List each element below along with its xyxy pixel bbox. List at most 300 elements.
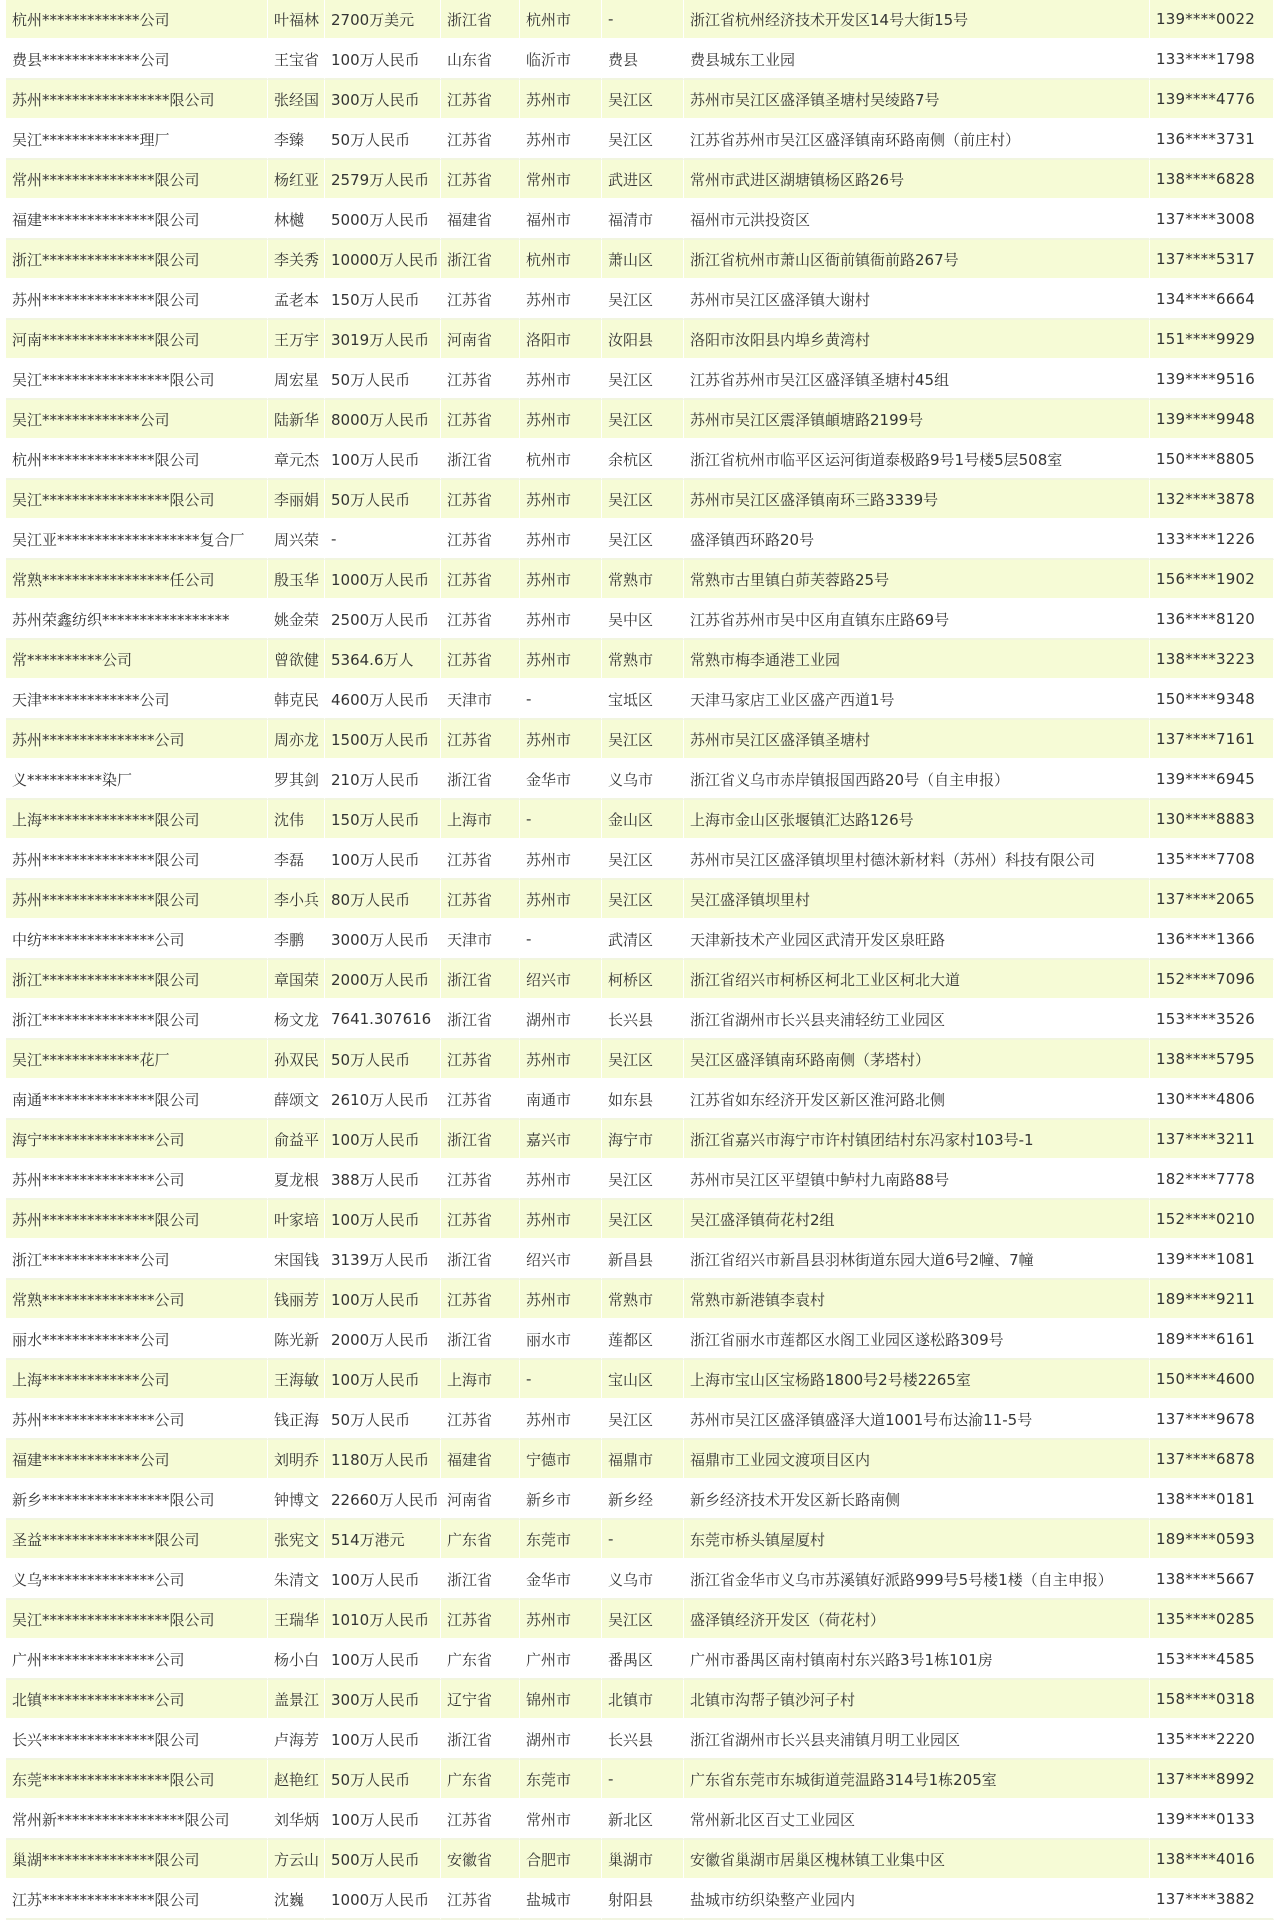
table-row xyxy=(6,480,1274,520)
district-cell: 巢湖市 xyxy=(602,1840,684,1880)
table-row xyxy=(6,760,1274,800)
province-cell: 浙江省 xyxy=(441,1000,520,1040)
city-cell: 洛阳市 xyxy=(520,320,602,360)
province-cell: 广东省 xyxy=(441,1640,520,1680)
province-cell: 浙江省 xyxy=(441,1720,520,1760)
registered-capital-cell: 514万港元 xyxy=(325,1520,441,1560)
registered-capital-cell: 100万人民币 xyxy=(325,1720,441,1760)
legal-rep-cell: 张宪文 xyxy=(268,1520,325,1560)
district-cell: 常熟市 xyxy=(602,1280,684,1320)
district-cell: 福清市 xyxy=(602,200,684,240)
address-cell: 天津马家店工业区盛产西道1号 xyxy=(684,680,1150,720)
address-cell: 浙江省杭州经济技术开发区14号大街15号 xyxy=(684,0,1150,40)
city-cell: 湖州市 xyxy=(520,1720,602,1760)
table-row xyxy=(6,1480,1274,1520)
address-cell: 吴江区盛泽镇南环路南侧（茅塔村） xyxy=(684,1040,1150,1080)
address-cell: 福州市元洪投资区 xyxy=(684,200,1150,240)
city-cell: 苏州市 xyxy=(520,120,602,160)
city-cell: 绍兴市 xyxy=(520,960,602,1000)
legal-rep-cell: 钟博文 xyxy=(268,1480,325,1520)
table-row xyxy=(6,280,1274,320)
table-row xyxy=(6,1000,1274,1040)
city-cell: 杭州市 xyxy=(520,440,602,480)
table-row xyxy=(6,560,1274,600)
phone-cell: 138****3223 xyxy=(1150,640,1274,680)
registered-capital-cell: 50万人民币 xyxy=(325,1760,441,1800)
district-cell: 武进区 xyxy=(602,160,684,200)
district-cell: 吴江区 xyxy=(602,120,684,160)
city-cell: 南通市 xyxy=(520,1080,602,1120)
province-cell: 福建省 xyxy=(441,1440,520,1480)
company-name-cell: 圣益***************限公司 xyxy=(6,1520,268,1560)
district-cell: 新乡经 xyxy=(602,1480,684,1520)
phone-cell: 189****9211 xyxy=(1150,1280,1274,1320)
city-cell: 苏州市 xyxy=(520,80,602,120)
district-cell: 海宁市 xyxy=(602,1120,684,1160)
table-row xyxy=(6,1560,1274,1600)
company-name-cell: 吴江*************公司 xyxy=(6,400,268,440)
address-cell: 东莞市桥头镇屋厦村 xyxy=(684,1520,1150,1560)
address-cell: 浙江省丽水市莲都区水阁工业园区遂松路309号 xyxy=(684,1320,1150,1360)
company-name-cell: 天津*************公司 xyxy=(6,680,268,720)
company-name-cell: 丽水*************公司 xyxy=(6,1320,268,1360)
district-cell: 吴江区 xyxy=(602,880,684,920)
address-cell: 苏州市吴江区盛泽镇盛泽大道1001号布达渝11-5号 xyxy=(684,1400,1150,1440)
province-cell: 天津市 xyxy=(441,680,520,720)
phone-cell: 158****0318 xyxy=(1150,1680,1274,1720)
table-row xyxy=(6,40,1274,80)
province-cell: 江苏省 xyxy=(441,840,520,880)
city-cell: 绍兴市 xyxy=(520,1240,602,1280)
province-cell: 浙江省 xyxy=(441,240,520,280)
company-name-cell: 上海*************公司 xyxy=(6,1360,268,1400)
phone-cell: 150****9348 xyxy=(1150,680,1274,720)
address-cell: 盛泽镇西环路20号 xyxy=(684,520,1150,560)
company-name-cell: 浙江*************公司 xyxy=(6,1240,268,1280)
city-cell: 苏州市 xyxy=(520,1040,602,1080)
city-cell: 东莞市 xyxy=(520,1520,602,1560)
district-cell: 吴江区 xyxy=(602,280,684,320)
district-cell: 武清区 xyxy=(602,920,684,960)
province-cell: 河南省 xyxy=(441,320,520,360)
province-cell: 江苏省 xyxy=(441,640,520,680)
legal-rep-cell: 卢海芳 xyxy=(268,1720,325,1760)
address-cell: 常熟市新港镇李袁村 xyxy=(684,1280,1150,1320)
legal-rep-cell: 李臻 xyxy=(268,120,325,160)
company-name-cell: 常熟*****************任公司 xyxy=(6,560,268,600)
registered-capital-cell: 50万人民币 xyxy=(325,480,441,520)
table-row xyxy=(6,1280,1274,1320)
legal-rep-cell: 曾欲健 xyxy=(268,640,325,680)
district-cell: 吴江区 xyxy=(602,520,684,560)
table-row xyxy=(6,520,1274,560)
address-cell: 常熟市梅李通港工业园 xyxy=(684,640,1150,680)
table-row xyxy=(6,1400,1274,1440)
city-cell: 苏州市 xyxy=(520,560,602,600)
city-cell: - xyxy=(520,1360,602,1400)
registered-capital-cell: 100万人民币 xyxy=(325,1640,441,1680)
company-name-cell: 常州***************限公司 xyxy=(6,160,268,200)
district-cell: 常熟市 xyxy=(602,560,684,600)
address-cell: 广州市番禺区南村镇南村东兴路3号1栋101房 xyxy=(684,1640,1150,1680)
province-cell: 江苏省 xyxy=(441,1800,520,1840)
district-cell: 宝山区 xyxy=(602,1360,684,1400)
registered-capital-cell: 2000万人民币 xyxy=(325,960,441,1000)
phone-cell: 139****0022 xyxy=(1150,0,1274,40)
table-row xyxy=(6,1320,1274,1360)
address-cell: 苏州市吴江区盛泽镇圣塘村 xyxy=(684,720,1150,760)
phone-cell: 156****1902 xyxy=(1150,560,1274,600)
company-name-cell: 杭州***************限公司 xyxy=(6,440,268,480)
district-cell: 北镇市 xyxy=(602,1680,684,1720)
legal-rep-cell: 刘华炳 xyxy=(268,1800,325,1840)
address-cell: 浙江省绍兴市柯桥区柯北工业区柯北大道 xyxy=(684,960,1150,1000)
city-cell: 苏州市 xyxy=(520,1400,602,1440)
phone-cell: 139****1081 xyxy=(1150,1240,1274,1280)
province-cell: 浙江省 xyxy=(441,1120,520,1160)
district-cell: 吴江区 xyxy=(602,80,684,120)
company-name-cell: 苏州***************公司 xyxy=(6,720,268,760)
city-cell: 杭州市 xyxy=(520,240,602,280)
phone-cell: 135****2220 xyxy=(1150,1720,1274,1760)
phone-cell: 137****8992 xyxy=(1150,1760,1274,1800)
company-name-cell: 苏州***************公司 xyxy=(6,1400,268,1440)
company-name-cell: 费县*************公司 xyxy=(6,40,268,80)
province-cell: 广东省 xyxy=(441,1520,520,1560)
table-row xyxy=(6,680,1274,720)
district-cell: 莲都区 xyxy=(602,1320,684,1360)
table-row xyxy=(6,120,1274,160)
legal-rep-cell: 叶福林 xyxy=(268,0,325,40)
registered-capital-cell: 100万人民币 xyxy=(325,440,441,480)
address-cell: 盐城市纺织染整产业园内 xyxy=(684,1880,1150,1920)
province-cell: 辽宁省 xyxy=(441,1680,520,1720)
province-cell: 江苏省 xyxy=(441,280,520,320)
address-cell: 浙江省绍兴市新昌县羽林街道东园大道6号2幢、7幢 xyxy=(684,1240,1150,1280)
district-cell: 吴江区 xyxy=(602,840,684,880)
district-cell: 长兴县 xyxy=(602,1720,684,1760)
address-cell: 江苏省苏州市吴江区盛泽镇南环路南侧（前庄村） xyxy=(684,120,1150,160)
table-row xyxy=(6,960,1274,1000)
registered-capital-cell: 150万人民币 xyxy=(325,280,441,320)
company-name-cell: 福建*************公司 xyxy=(6,1440,268,1480)
district-cell: 吴江区 xyxy=(602,720,684,760)
registered-capital-cell: 8000万人民币 xyxy=(325,400,441,440)
city-cell: 苏州市 xyxy=(520,640,602,680)
province-cell: 山东省 xyxy=(441,40,520,80)
address-cell: 浙江省杭州市临平区运河街道泰极路9号1号楼5层508室 xyxy=(684,440,1150,480)
company-name-cell: 吴江*************理厂 xyxy=(6,120,268,160)
legal-rep-cell: 李磊 xyxy=(268,840,325,880)
phone-cell: 135****7708 xyxy=(1150,840,1274,880)
phone-cell: 139****4776 xyxy=(1150,80,1274,120)
phone-cell: 138****4016 xyxy=(1150,1840,1274,1880)
city-cell: 东莞市 xyxy=(520,1760,602,1800)
address-cell: 浙江省义乌市赤岸镇报国西路20号（自主申报） xyxy=(684,760,1150,800)
district-cell: 射阳县 xyxy=(602,1880,684,1920)
phone-cell: 153****4585 xyxy=(1150,1640,1274,1680)
table-row xyxy=(6,1600,1274,1640)
company-name-cell: 常州新*****************限公司 xyxy=(6,1800,268,1840)
legal-rep-cell: 沈巍 xyxy=(268,1880,325,1920)
phone-cell: 138****0181 xyxy=(1150,1480,1274,1520)
legal-rep-cell: 孙双民 xyxy=(268,1040,325,1080)
province-cell: 江苏省 xyxy=(441,1040,520,1080)
legal-rep-cell: 李小兵 xyxy=(268,880,325,920)
legal-rep-cell: 周亦龙 xyxy=(268,720,325,760)
company-name-cell: 杭州*************公司 xyxy=(6,0,268,40)
district-cell: - xyxy=(602,0,684,40)
city-cell: 苏州市 xyxy=(520,1600,602,1640)
legal-rep-cell: 李鹏 xyxy=(268,920,325,960)
legal-rep-cell: 孟老本 xyxy=(268,280,325,320)
phone-cell: 130****8883 xyxy=(1150,800,1274,840)
company-name-cell: 苏州***************公司 xyxy=(6,1160,268,1200)
phone-cell: 137****6878 xyxy=(1150,1440,1274,1480)
address-cell: 常熟市古里镇白茆芙蓉路25号 xyxy=(684,560,1150,600)
city-cell: 苏州市 xyxy=(520,720,602,760)
phone-cell: 136****1366 xyxy=(1150,920,1274,960)
table-row xyxy=(6,1160,1274,1200)
address-cell: 广东省东莞市东城街道莞温路314号1栋205室 xyxy=(684,1760,1150,1800)
district-cell: 新北区 xyxy=(602,1800,684,1840)
phone-cell: 182****7778 xyxy=(1150,1160,1274,1200)
city-cell: 丽水市 xyxy=(520,1320,602,1360)
province-cell: 河南省 xyxy=(441,1480,520,1520)
district-cell: 番禺区 xyxy=(602,1640,684,1680)
city-cell: 湖州市 xyxy=(520,1000,602,1040)
company-name-cell: 浙江***************限公司 xyxy=(6,1000,268,1040)
company-name-cell: 上海***************限公司 xyxy=(6,800,268,840)
legal-rep-cell: 林樾 xyxy=(268,200,325,240)
company-name-cell: 长兴***************限公司 xyxy=(6,1720,268,1760)
phone-cell: 136****8120 xyxy=(1150,600,1274,640)
province-cell: 浙江省 xyxy=(441,1560,520,1600)
table-row xyxy=(6,1800,1274,1840)
province-cell: 江苏省 xyxy=(441,120,520,160)
registered-capital-cell: 1500万人民币 xyxy=(325,720,441,760)
table-row xyxy=(6,1440,1274,1480)
city-cell: 广州市 xyxy=(520,1640,602,1680)
registered-capital-cell: 100万人民币 xyxy=(325,1280,441,1320)
legal-rep-cell: 殷玉华 xyxy=(268,560,325,600)
company-name-cell: 浙江***************限公司 xyxy=(6,960,268,1000)
province-cell: 浙江省 xyxy=(441,960,520,1000)
table-row xyxy=(6,1200,1274,1240)
address-cell: 上海市宝山区宝杨路1800号2号楼2265室 xyxy=(684,1360,1150,1400)
company-name-cell: 义**********染厂 xyxy=(6,760,268,800)
province-cell: 浙江省 xyxy=(441,1320,520,1360)
phone-cell: 139****0133 xyxy=(1150,1800,1274,1840)
city-cell: 苏州市 xyxy=(520,880,602,920)
district-cell: 吴江区 xyxy=(602,1200,684,1240)
phone-cell: 138****5795 xyxy=(1150,1040,1274,1080)
province-cell: 江苏省 xyxy=(441,1200,520,1240)
registered-capital-cell: 300万人民币 xyxy=(325,1680,441,1720)
registered-capital-cell: 2700万美元 xyxy=(325,0,441,40)
address-cell: 苏州市吴江区盛泽镇圣塘村吴绫路7号 xyxy=(684,80,1150,120)
table-row xyxy=(6,1760,1274,1800)
legal-rep-cell: 王海敏 xyxy=(268,1360,325,1400)
table-row xyxy=(6,1520,1274,1560)
address-cell: 苏州市吴江区盛泽镇南环三路3339号 xyxy=(684,480,1150,520)
registered-capital-cell: 5364.6万人 xyxy=(325,640,441,680)
registered-capital-cell: - xyxy=(325,520,441,560)
address-cell: 福鼎市工业园文渡项目区内 xyxy=(684,1440,1150,1480)
legal-rep-cell: 叶家培 xyxy=(268,1200,325,1240)
city-cell: 金华市 xyxy=(520,760,602,800)
table-row xyxy=(6,1840,1274,1880)
table-row xyxy=(6,1720,1274,1760)
city-cell: 苏州市 xyxy=(520,280,602,320)
phone-cell: 135****0285 xyxy=(1150,1600,1274,1640)
phone-cell: 137****3211 xyxy=(1150,1120,1274,1160)
address-cell: 吴江盛泽镇荷花村2组 xyxy=(684,1200,1150,1240)
registered-capital-cell: 100万人民币 xyxy=(325,1560,441,1600)
phone-cell: 138****6828 xyxy=(1150,160,1274,200)
district-cell: 福鼎市 xyxy=(602,1440,684,1480)
address-cell: 浙江省杭州市萧山区衙前镇衙前路267号 xyxy=(684,240,1150,280)
phone-cell: 137****5317 xyxy=(1150,240,1274,280)
district-cell: 吴江区 xyxy=(602,1400,684,1440)
registered-capital-cell: 22660万人民币 xyxy=(325,1480,441,1520)
city-cell: 嘉兴市 xyxy=(520,1120,602,1160)
table-row xyxy=(6,320,1274,360)
company-name-cell: 吴江亚*******************复合厂 xyxy=(6,520,268,560)
table-row xyxy=(6,360,1274,400)
registered-capital-cell: 5000万人民币 xyxy=(325,200,441,240)
address-cell: 天津新技术产业园区武清开发区泉旺路 xyxy=(684,920,1150,960)
city-cell: 苏州市 xyxy=(520,400,602,440)
address-cell: 上海市金山区张堰镇汇达路126号 xyxy=(684,800,1150,840)
phone-cell: 137****3882 xyxy=(1150,1880,1274,1920)
legal-rep-cell: 方云山 xyxy=(268,1840,325,1880)
city-cell: 苏州市 xyxy=(520,480,602,520)
company-name-cell: 苏州***************限公司 xyxy=(6,280,268,320)
address-cell: 吴江盛泽镇坝里村 xyxy=(684,880,1150,920)
company-name-cell: 苏州*****************限公司 xyxy=(6,80,268,120)
province-cell: 浙江省 xyxy=(441,760,520,800)
company-name-cell: 福建***************限公司 xyxy=(6,200,268,240)
registered-capital-cell: 50万人民币 xyxy=(325,360,441,400)
table-row xyxy=(6,1360,1274,1400)
company-table-container xyxy=(6,0,1274,1920)
province-cell: 广东省 xyxy=(441,1760,520,1800)
phone-cell: 189****6161 xyxy=(1150,1320,1274,1360)
phone-cell: 136****3731 xyxy=(1150,120,1274,160)
table-row xyxy=(6,1120,1274,1160)
address-cell: 常州新北区百丈工业园区 xyxy=(684,1800,1150,1840)
registered-capital-cell: 300万人民币 xyxy=(325,80,441,120)
province-cell: 江苏省 xyxy=(441,80,520,120)
registered-capital-cell: 100万人民币 xyxy=(325,40,441,80)
registered-capital-cell: 2610万人民币 xyxy=(325,1080,441,1120)
district-cell: 常熟市 xyxy=(602,640,684,680)
district-cell: 汝阳县 xyxy=(602,320,684,360)
table-row xyxy=(6,640,1274,680)
legal-rep-cell: 宋国钱 xyxy=(268,1240,325,1280)
address-cell: 浙江省嘉兴市海宁市许村镇团结村东冯家村103号-1 xyxy=(684,1120,1150,1160)
table-row xyxy=(6,400,1274,440)
table-row xyxy=(6,200,1274,240)
province-cell: 安徽省 xyxy=(441,1840,520,1880)
registered-capital-cell: 1180万人民币 xyxy=(325,1440,441,1480)
address-cell: 浙江省湖州市长兴县夹浦轻纺工业园区 xyxy=(684,1000,1150,1040)
district-cell: 义乌市 xyxy=(602,760,684,800)
legal-rep-cell: 章元杰 xyxy=(268,440,325,480)
province-cell: 浙江省 xyxy=(441,0,520,40)
registered-capital-cell: 388万人民币 xyxy=(325,1160,441,1200)
table-row xyxy=(6,800,1274,840)
address-cell: 江苏省苏州市吴江区盛泽镇圣塘村45组 xyxy=(684,360,1150,400)
province-cell: 上海市 xyxy=(441,800,520,840)
registered-capital-cell: 3000万人民币 xyxy=(325,920,441,960)
legal-rep-cell: 杨小白 xyxy=(268,1640,325,1680)
legal-rep-cell: 章国荣 xyxy=(268,960,325,1000)
table-row xyxy=(6,720,1274,760)
registered-capital-cell: 2500万人民币 xyxy=(325,600,441,640)
registered-capital-cell: 2000万人民币 xyxy=(325,1320,441,1360)
province-cell: 江苏省 xyxy=(441,520,520,560)
phone-cell: 139****6945 xyxy=(1150,760,1274,800)
city-cell: 合肥市 xyxy=(520,1840,602,1880)
phone-cell: 152****0210 xyxy=(1150,1200,1274,1240)
address-cell: 安徽省巢湖市居巢区槐林镇工业集中区 xyxy=(684,1840,1150,1880)
address-cell: 苏州市吴江区盛泽镇坝里村德沐新材料（苏州）科技有限公司 xyxy=(684,840,1150,880)
legal-rep-cell: 钱正海 xyxy=(268,1400,325,1440)
company-table-body xyxy=(6,0,1274,1920)
table-row xyxy=(6,240,1274,280)
registered-capital-cell: 500万人民币 xyxy=(325,1840,441,1880)
company-name-cell: 东莞*****************限公司 xyxy=(6,1760,268,1800)
company-name-cell: 巢湖***************限公司 xyxy=(6,1840,268,1880)
city-cell: 临沂市 xyxy=(520,40,602,80)
company-name-cell: 苏州***************限公司 xyxy=(6,880,268,920)
phone-cell: 150****8805 xyxy=(1150,440,1274,480)
company-name-cell: 中纺***************公司 xyxy=(6,920,268,960)
registered-capital-cell: 50万人民币 xyxy=(325,1040,441,1080)
registered-capital-cell: 3139万人民币 xyxy=(325,1240,441,1280)
address-cell: 常州市武进区湖塘镇杨区路26号 xyxy=(684,160,1150,200)
registered-capital-cell: 210万人民币 xyxy=(325,760,441,800)
company-name-cell: 河南***************限公司 xyxy=(6,320,268,360)
phone-cell: 150****4600 xyxy=(1150,1360,1274,1400)
legal-rep-cell: 陈光新 xyxy=(268,1320,325,1360)
table-row xyxy=(6,1680,1274,1720)
company-name-cell: 北镇***************公司 xyxy=(6,1680,268,1720)
phone-cell: 138****5667 xyxy=(1150,1560,1274,1600)
province-cell: 江苏省 xyxy=(441,880,520,920)
district-cell: 吴江区 xyxy=(602,1160,684,1200)
registered-capital-cell: 7641.307616 xyxy=(325,1000,441,1040)
table-row xyxy=(6,160,1274,200)
district-cell: 吴江区 xyxy=(602,360,684,400)
table-row xyxy=(6,80,1274,120)
company-name-cell: 浙江***************限公司 xyxy=(6,240,268,280)
district-cell: 吴江区 xyxy=(602,1600,684,1640)
table-row xyxy=(6,1880,1274,1920)
address-cell: 苏州市吴江区震泽镇頔塘路2199号 xyxy=(684,400,1150,440)
city-cell: 苏州市 xyxy=(520,1160,602,1200)
address-cell: 盛泽镇经济开发区（荷花村） xyxy=(684,1600,1150,1640)
legal-rep-cell: 罗其剑 xyxy=(268,760,325,800)
table-row xyxy=(6,1080,1274,1120)
phone-cell: 137****3008 xyxy=(1150,200,1274,240)
legal-rep-cell: 朱清文 xyxy=(268,1560,325,1600)
registered-capital-cell: 150万人民币 xyxy=(325,800,441,840)
company-name-cell: 吴江*************花厂 xyxy=(6,1040,268,1080)
district-cell: 义乌市 xyxy=(602,1560,684,1600)
